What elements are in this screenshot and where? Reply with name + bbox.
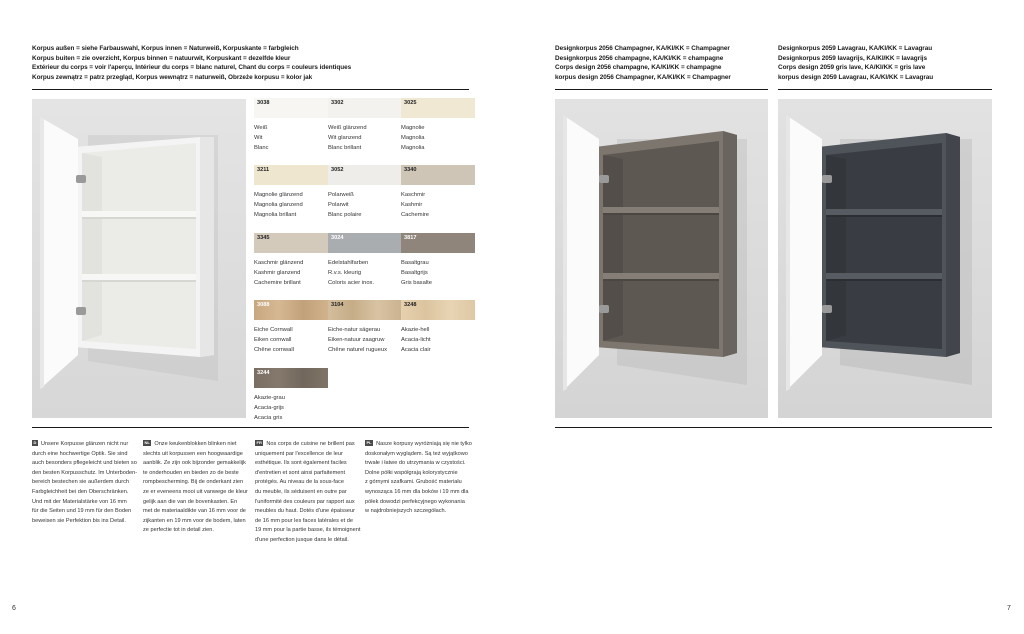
swatch-code: 3244 bbox=[257, 370, 270, 376]
text-line: Farbgleichheit bei den Oberschränken. bbox=[32, 488, 129, 495]
swatch-code: 3345 bbox=[257, 235, 270, 241]
swatch-code: 3248 bbox=[404, 302, 417, 308]
text-line: z górnymi szafkami. Grubość materiału bbox=[365, 479, 462, 486]
cabinet-champagne-illustration bbox=[555, 99, 768, 418]
text-line: zijkanten en 19 mm voor de bodem, laten bbox=[143, 517, 246, 524]
rule-top-left bbox=[32, 89, 469, 90]
swatch-code: 3104 bbox=[331, 302, 344, 308]
swatch-name-fr: Cachemire bbox=[401, 211, 430, 218]
swatch-name-fr: Chêne cornwall bbox=[254, 346, 294, 353]
text-line: auch besonders pflegeleicht und bieten so bbox=[32, 460, 137, 467]
page-number-right: 7 bbox=[1007, 605, 1011, 612]
text-line: aanblik. Ze zijn ook bijzonder gemakkelijk bbox=[143, 460, 246, 467]
cabinet-white-illustration bbox=[32, 99, 246, 418]
swatch-name-fr: Acacia gris bbox=[254, 414, 283, 421]
text-line-content: Unsere Korpusse glänzen nicht nur bbox=[40, 441, 129, 447]
swatch-chip bbox=[328, 165, 402, 185]
language-flag-nl: NL bbox=[144, 440, 150, 445]
swatch-names bbox=[328, 259, 402, 288]
text-line: protégés. Au niveau de la sous-face bbox=[255, 479, 344, 486]
swatch-code: 3088 bbox=[257, 302, 270, 308]
swatch-name-fr: Acacia clair bbox=[401, 346, 431, 353]
swatch-code: 3302 bbox=[331, 100, 344, 106]
text-line: de 16 mm pour les faces latérales et de bbox=[255, 517, 353, 524]
rule-top-mid bbox=[555, 89, 768, 90]
swatch-name-nl: Magnolia bbox=[401, 134, 425, 141]
text-column-fr bbox=[255, 440, 363, 546]
swatch-3211 bbox=[254, 165, 328, 220]
cabinet-lavagrau-illustration bbox=[778, 99, 992, 418]
swatch-name-de: Eiche Cornwall bbox=[254, 327, 293, 333]
swatch-3248 bbox=[401, 300, 475, 355]
text-column-nl bbox=[143, 440, 251, 536]
text-line: beweisen sie Perfektion bis ins Detail. bbox=[32, 517, 126, 524]
swatch-names bbox=[254, 394, 328, 423]
swatch-name-de: Basaltgrau bbox=[401, 260, 429, 266]
swatch-3340 bbox=[401, 165, 475, 220]
swatch-chip bbox=[254, 368, 328, 388]
swatch-chip bbox=[401, 233, 475, 253]
swatch-name-nl: R.v.s. kleurig bbox=[328, 269, 362, 276]
swatch-chip bbox=[328, 300, 402, 320]
swatch-code: 3052 bbox=[331, 167, 344, 173]
language-flag-pl: PL bbox=[366, 440, 372, 445]
swatch-3025 bbox=[401, 98, 475, 153]
swatch-name-nl: Magnolia glanzend bbox=[254, 201, 303, 208]
text-line: półek dowodzi perfekcyjnego wykonania bbox=[365, 498, 465, 505]
text-line: l'uniformité des couleurs par rapport aux bbox=[255, 498, 355, 505]
swatch-names bbox=[254, 124, 328, 153]
text-line-content: Onze keukenblokken blinken niet bbox=[154, 441, 237, 447]
swatch-chip bbox=[254, 300, 328, 320]
swatch-3817 bbox=[401, 233, 475, 288]
swatch-name-fr: Magnolia bbox=[401, 144, 425, 151]
swatch-name-fr: Blanc polaire bbox=[328, 211, 362, 218]
text-line-content: Nasze korpusy wyróżniają się nie tylko bbox=[376, 441, 472, 447]
swatch-names bbox=[401, 124, 475, 153]
header-left-line: Korpus außen = siehe Farbauswahl, Korpus innen = Naturweiß, Korpuskante = farbgleich bbox=[32, 45, 299, 52]
swatch-chip bbox=[254, 98, 328, 118]
swatch-names bbox=[328, 124, 402, 153]
swatch-chip bbox=[328, 233, 402, 253]
swatch-name-de: Weiß glänzend bbox=[328, 125, 367, 131]
swatch-name-fr: Gris basalte bbox=[401, 279, 432, 286]
swatch-name-nl: Kashmir bbox=[401, 201, 423, 208]
swatch-name-de: Magnolie bbox=[401, 125, 425, 131]
header-right-line: Designkorpus 2059 Lavagrau, KA/KI/KK = Lavagrau bbox=[778, 45, 933, 52]
header-left-line: Extérieur du corps = voir l'aperçu, Intérieur du corps = blanc naturel, Chant du corps = couleurs identiques bbox=[32, 64, 352, 72]
cabinet-photo-lavagrau bbox=[778, 99, 992, 418]
header-mid-line: Designkorpus 2056 champagne, KA/KI/KK = champagne bbox=[555, 54, 724, 62]
text-line: rompbescherming. Bij de onderkant zien bbox=[143, 479, 244, 486]
swatch-name-fr: Cachemire brillant bbox=[254, 279, 301, 286]
swatch-chip bbox=[401, 165, 475, 185]
swatch-code: 3211 bbox=[257, 167, 270, 173]
text-line: 19 mm pour la partie basse, ils témoignent bbox=[255, 527, 361, 534]
text-line: doskonałym wyglądem. Są też wyjątkowo bbox=[365, 450, 468, 457]
swatch-chip bbox=[401, 98, 475, 118]
text-line: d'une perfection jusque dans le détail. bbox=[255, 536, 349, 543]
swatch-names bbox=[401, 326, 475, 355]
text-line: trwałe i łatwe do utrzymania w czystości. bbox=[365, 460, 466, 467]
text-line: te onderhouden en bieden zo de beste bbox=[143, 469, 239, 476]
header-right-line: Designkorpus 2059 lavagrijs, KA/KI/KK = lavagrijs bbox=[778, 54, 928, 62]
text-line: met de materiaaldikte van 16 mm voor de bbox=[143, 508, 246, 515]
swatch-name-de: Edelstahlfarben bbox=[328, 260, 369, 266]
swatch-3302 bbox=[328, 98, 402, 153]
swatch-names bbox=[254, 259, 328, 288]
text-line: ze er eveneens mooi uit vanwege de kleur bbox=[143, 488, 248, 495]
header-left-line: Korpus buiten = zie overzicht, Korpus binnen = natuurwit, Korpuskant = dezelfde kleur bbox=[32, 54, 291, 62]
swatch-names bbox=[401, 259, 475, 288]
swatch-name-nl: Polarwit bbox=[328, 201, 349, 208]
swatch-code: 3025 bbox=[404, 100, 417, 106]
text-line: uniquement par l'excellence de leur bbox=[255, 450, 343, 457]
swatch-names bbox=[401, 191, 475, 220]
swatch-chip bbox=[328, 98, 402, 118]
text-line: durch eine hochwertige Optik. Sie sind bbox=[32, 450, 128, 457]
cabinet-photo-champagne bbox=[555, 99, 768, 418]
swatch-3024 bbox=[328, 233, 402, 288]
swatch-name-nl: Wit bbox=[254, 134, 263, 141]
text-line: esthétique. Ils sont également faciles bbox=[255, 460, 347, 467]
text-line: slechts uit korpussen een hoogwaardige bbox=[143, 450, 243, 457]
text-line-content: Nos corps de cuisine ne brillent pas bbox=[266, 441, 355, 447]
swatch-name-nl: Eiken-natuur zaagruw bbox=[328, 336, 385, 343]
header-mid-line: Designkorpus 2056 Champagner, KA/KI/KK = Champagner bbox=[555, 45, 730, 52]
swatch-names bbox=[328, 191, 402, 220]
swatch-name-nl: Acacia-grijs bbox=[254, 404, 284, 411]
swatch-code: 3340 bbox=[404, 167, 417, 173]
swatch-name-fr: Coloris acier inox. bbox=[328, 279, 375, 286]
swatch-3104 bbox=[328, 300, 402, 355]
swatch-chip bbox=[401, 300, 475, 320]
header-mid-line: korpus design 2056 Champagner, KA/KI/KK = Champagner bbox=[555, 73, 731, 81]
swatch-name-de: Akazie-hell bbox=[401, 327, 430, 333]
swatch-3038 bbox=[254, 98, 328, 153]
swatch-name-nl: Kashmir glanzend bbox=[254, 269, 301, 276]
rule-bottom-left bbox=[32, 427, 469, 428]
language-flag-de: D bbox=[33, 440, 37, 445]
swatch-name-fr: Magnolia brillant bbox=[254, 211, 297, 218]
swatch-name-de: Weiß bbox=[254, 125, 268, 131]
rule-top-right bbox=[778, 89, 992, 90]
swatch-names bbox=[254, 191, 328, 220]
text-column-pl bbox=[365, 440, 473, 517]
header-left-line: Korpus zewnątrz = patrz przegląd, Korpus wewnątrz = naturweiß, Obrzeże korpusu = kolor jak bbox=[32, 73, 313, 81]
header-mid bbox=[555, 44, 731, 82]
swatch-names bbox=[328, 326, 402, 355]
swatch-name-de: Akazie-grau bbox=[254, 395, 285, 401]
swatch-name-fr: Blanc brillant bbox=[328, 144, 362, 151]
header-mid-line: Corps design 2056 champagne, KA/KI/KK = champagne bbox=[555, 64, 722, 72]
text-line: den besten Korpusschutz. Im Unterboden- bbox=[32, 469, 138, 476]
text-line: bereich bestechen sie außerdem durch bbox=[32, 479, 130, 486]
swatch-name-de: Polarweiß bbox=[328, 192, 354, 198]
header-right bbox=[778, 44, 933, 82]
text-line: Dolne półki współgrają kolorystycznie bbox=[365, 469, 458, 476]
text-line: für die Seiten und 19 mm für den Boden bbox=[32, 508, 132, 515]
swatch-name-nl: Basaltgrijs bbox=[401, 269, 428, 276]
swatch-code: 3817 bbox=[404, 235, 417, 241]
text-line: ze perfectie tot in detail zien. bbox=[143, 527, 214, 534]
swatch-code: 3024 bbox=[331, 235, 344, 241]
swatch-code: 3038 bbox=[257, 100, 270, 106]
text-line bbox=[143, 440, 251, 450]
text-line bbox=[365, 440, 473, 450]
swatch-name-de: Eiche-natur sägerau bbox=[328, 327, 381, 333]
swatch-name-fr: Chêne naturel rugueux bbox=[328, 346, 387, 353]
language-flag-fr: FR bbox=[256, 440, 262, 445]
swatch-chip bbox=[254, 233, 328, 253]
text-column-de bbox=[32, 440, 140, 526]
text-line: d'entretien et sont ainsi parfaitement bbox=[255, 469, 345, 476]
text-line: w najdrobniejszych szczegółach. bbox=[365, 508, 447, 515]
swatch-3088 bbox=[254, 300, 328, 355]
cabinet-photo-white bbox=[32, 99, 246, 418]
text-line: wynosząca 16 mm dla boków i 19 mm dla bbox=[365, 488, 469, 495]
swatch-name-de: Kaschmir bbox=[401, 192, 426, 198]
swatch-name-nl: Eiken cornwall bbox=[254, 336, 292, 343]
swatch-name-nl: Wit glanzend bbox=[328, 134, 362, 141]
swatch-name-fr: Blanc bbox=[254, 144, 269, 151]
page-number-left: 6 bbox=[12, 605, 16, 612]
header-right-line: Corps design 2059 gris lave, KA/KI/KK = gris lave bbox=[778, 64, 926, 72]
text-line: meubles du haut. Dotés d'une épaisseur bbox=[255, 508, 355, 515]
text-line bbox=[255, 440, 363, 450]
text-line bbox=[32, 440, 140, 450]
swatch-3345 bbox=[254, 233, 328, 288]
header-left bbox=[32, 44, 351, 82]
swatch-name-de: Kaschmir glänzend bbox=[254, 260, 304, 266]
text-line: gelijk aan die van de bovenkasten. En bbox=[143, 498, 238, 505]
swatch-name-nl: Acacia-licht bbox=[401, 336, 431, 343]
text-line: du meuble, ils séduisent en outre par bbox=[255, 488, 347, 495]
swatch-3052 bbox=[328, 165, 402, 220]
swatch-name-de: Magnolie glänzend bbox=[254, 192, 303, 198]
rule-bottom-right bbox=[555, 427, 992, 428]
swatch-names bbox=[254, 326, 328, 355]
text-line: Und mit der Materialstärke von 16 mm bbox=[32, 498, 127, 505]
swatch-chip bbox=[254, 165, 328, 185]
header-right-line: korpus design 2059 Lavagrau, KA/KI/KK = Lavagrau bbox=[778, 73, 934, 81]
swatch-3244 bbox=[254, 368, 328, 423]
